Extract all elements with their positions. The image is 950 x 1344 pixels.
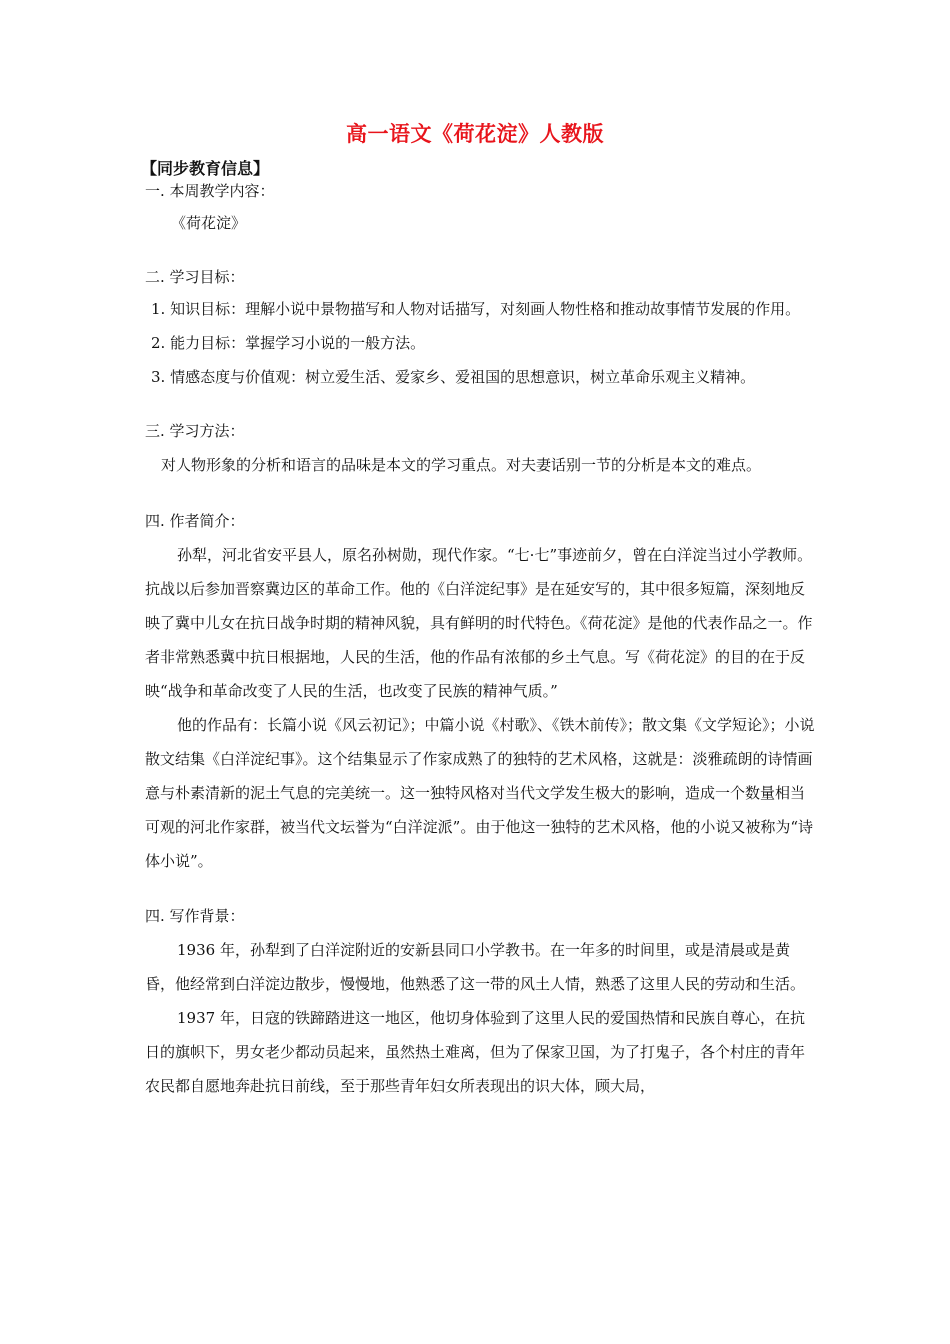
info-header: 【同步教育信息】 — [141, 159, 270, 178]
section-heading-background: 四. 写作背景： — [145, 907, 245, 925]
section-heading-method: 三. 学习方法： — [145, 422, 245, 440]
document-title: 高一语文《荷花淀》人教版 — [346, 121, 604, 146]
author-paragraph: 他的作品有：长篇小说《风云初记》；中篇小说《村歌》、《铁木前传》；散文集《文学短论》；小说散文结集《白洋淀纪事》。这个结集显示了作家成熟了的独特的艺术风格，这就是：淡雅疏朗的诗情画意与朴素清新的泥土气息的完美统一。这一独特风格对当代文学发生极大的影响，造成一个数量相当可观的河北作家群，被当代文坛誉为“白洋淀派”。由于他这一独特的艺术风格，他的小说又被称为“诗体小说”。 — [145, 716, 815, 870]
section-heading-author: 四. 作者简介： — [145, 512, 245, 530]
method-text: 对人物形象的分析和语言的品味是本文的学习重点。对夫妻话别一节的分析是本文的难点。 — [161, 456, 762, 474]
goal-item: 3. 情感态度与价值观：树立爱生活、爱家乡、爱祖国的思想意识，树立革命乐观主义精神。 — [151, 368, 756, 386]
background-paragraph: 1937 年，日寇的铁蹄踏进这一地区，他切身体验到了这里人民的爱国热情和民族自尊心，在抗日的旗帜下，男女老少都动员起来，虽然热土难离，但为了保家卫国，为了打鬼子，各个村庄的青年农民都自愿地奔赴抗日前线，至于那些青年妇女所表现出的识大体，顾大局， — [145, 1009, 806, 1095]
goal-item: 1. 知识目标：理解小说中景物描写和人物对话描写，对刻画人物性格和推动故事情节发展的作用。 — [151, 300, 801, 318]
background-paragraph: 1936 年，孙犁到了白洋淀附近的安新县同口小学教书。在一年多的时间里，或是清晨或是黄昏，他经常到白洋淀边散步，慢慢地，他熟悉了这一带的风土人情，熟悉了这里人民的劳动和生活。 — [145, 941, 806, 993]
goals-list — [145, 292, 815, 394]
background-text — [145, 933, 815, 1103]
document-body — [141, 158, 815, 1103]
section-heading-goals: 二. 学习目标： — [145, 268, 245, 286]
section-heading-content: 一. 本周教学内容： — [145, 182, 275, 200]
author-intro — [145, 538, 815, 878]
author-paragraph: 孙犁，河北省安平县人，原名孙树勋，现代作家。“七·七”事迹前夕，曾在白洋淀当过小学教师。抗战以后参加晋察冀边区的革命工作。他的《白洋淀纪事》是在延安写的，其中很多短篇，深刻地反映了冀中儿女在抗日战争时期的精神风貌，具有鲜明的时代特色。《荷花淀》是他的代表作品之一。作者非常熟悉冀中抗日根据地，人民的生活，他的作品有浓郁的乡土气息。写《荷花淀》的目的在于反映“战争和革命改变了人民的生活，也改变了民族的精神气质。” — [145, 546, 813, 700]
goal-item: 2. 能力目标：掌握学习小说的一般方法。 — [151, 334, 426, 352]
section-text-content: 《荷花淀》 — [171, 214, 247, 232]
